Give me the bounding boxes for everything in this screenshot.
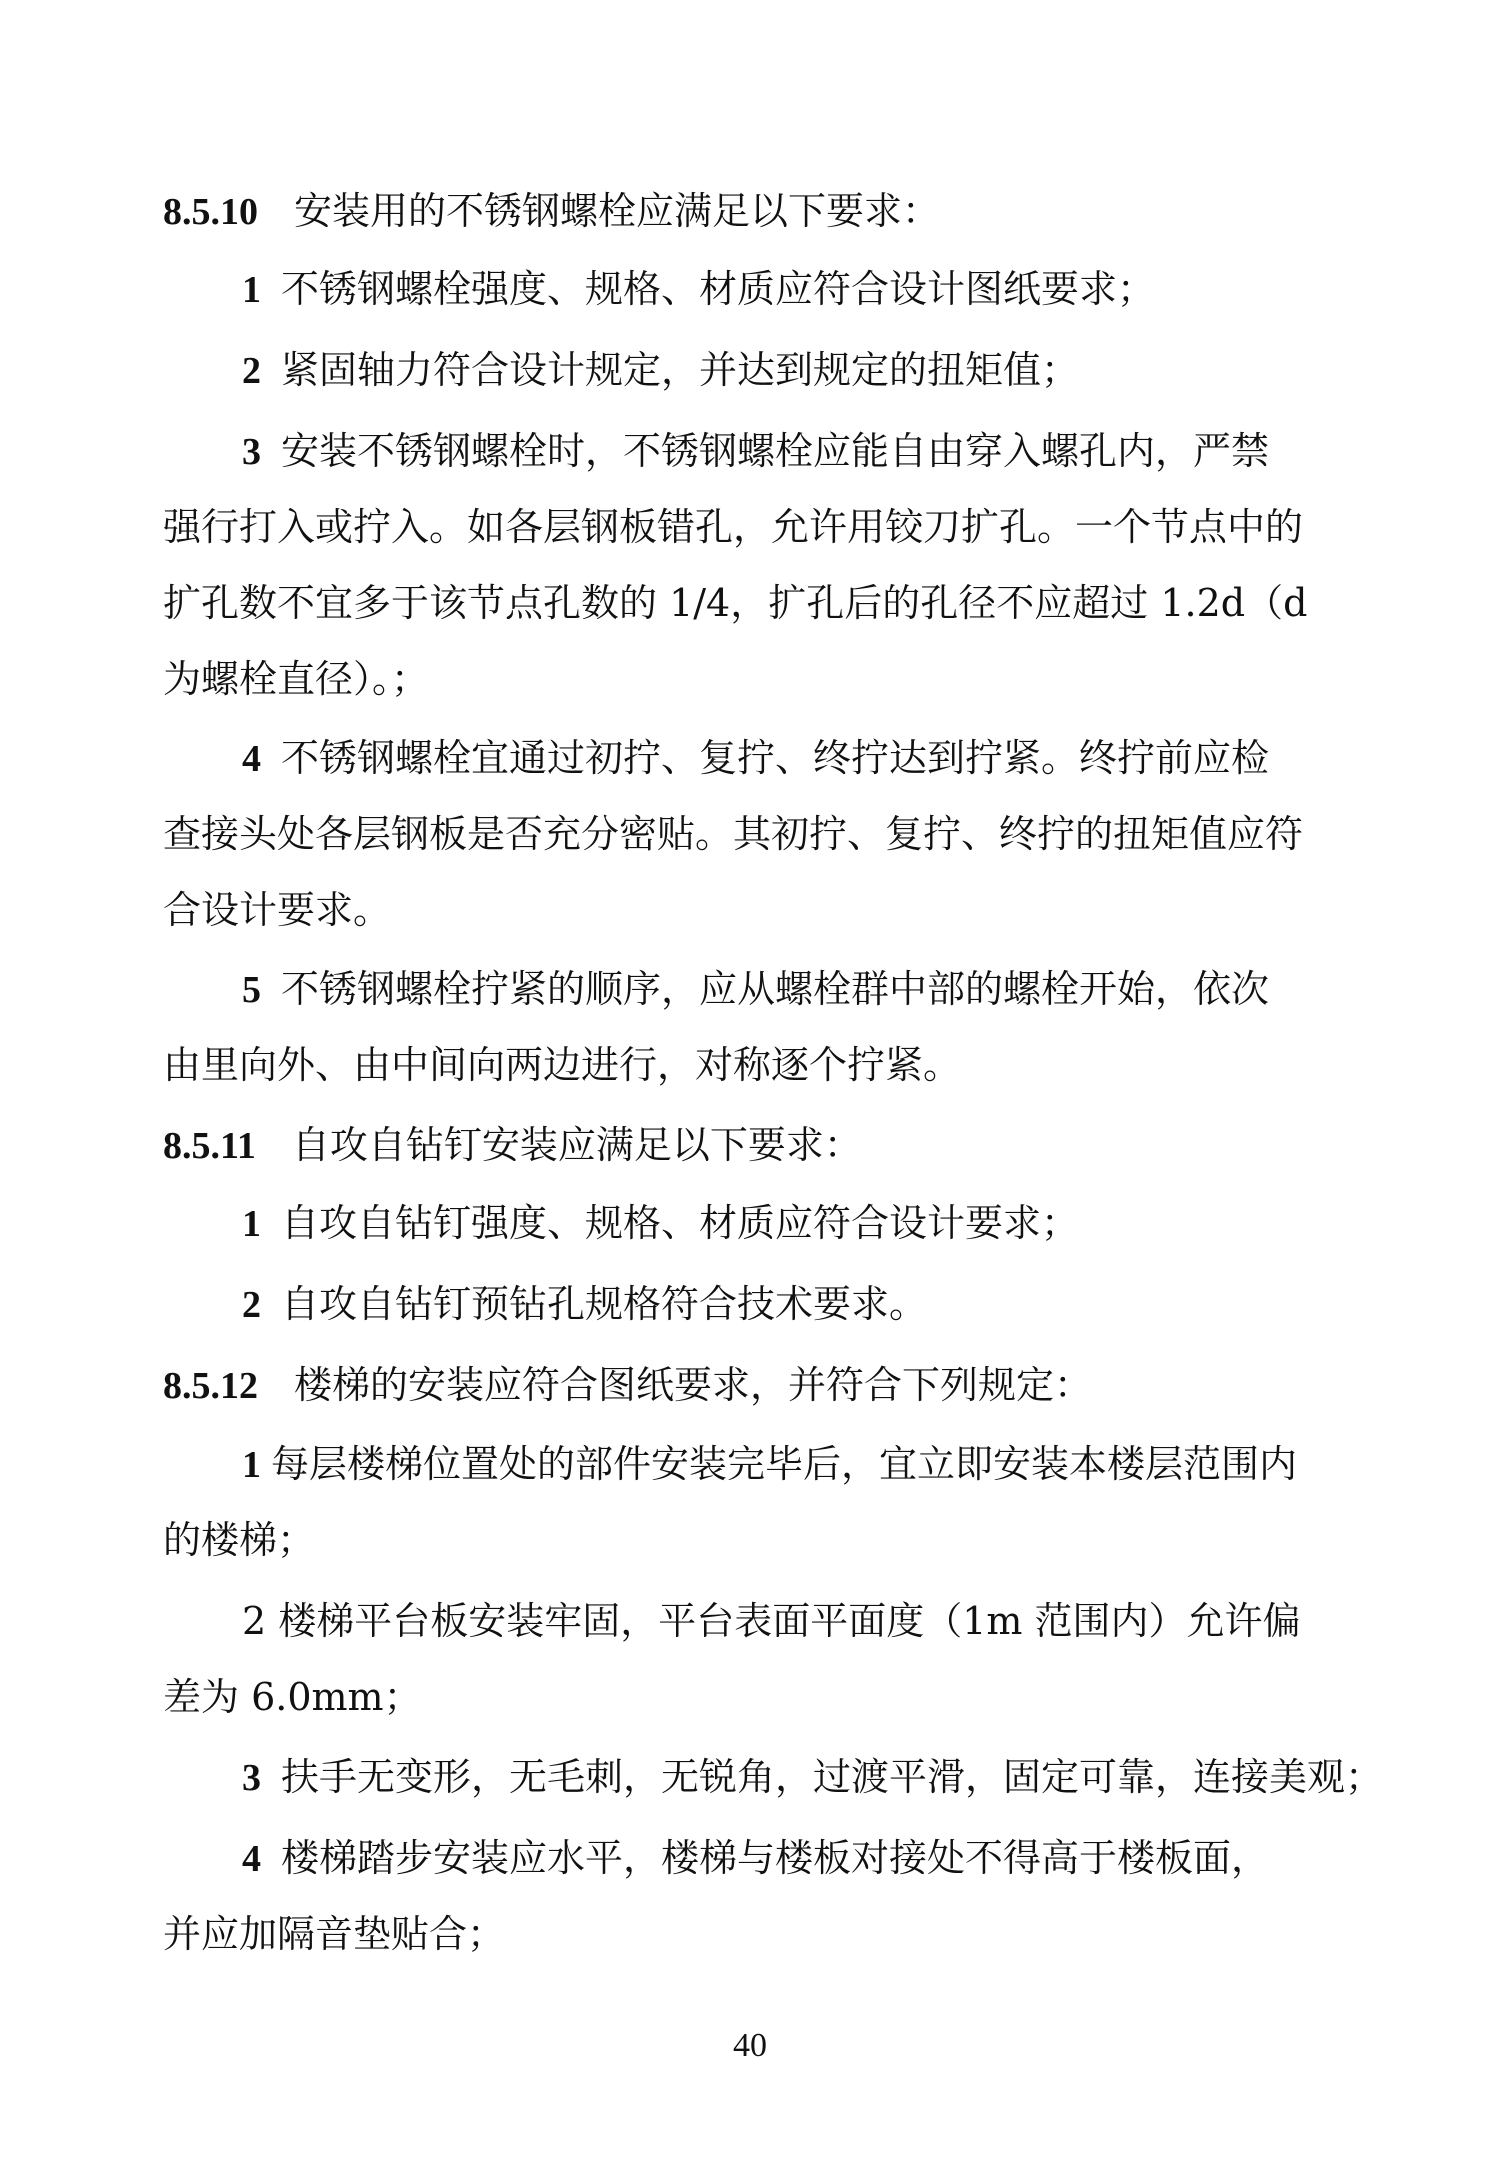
item-number: 3 <box>242 431 261 473</box>
item-number: 5 <box>242 969 261 1011</box>
section-title: 楼梯的安装应符合图纸要求，并符合下列规定： <box>294 1363 1093 1407</box>
paragraph-line: 并应加隔音垫贴合； <box>163 1912 506 1956</box>
item-text: 2 楼梯平台板安装牢固，平台表面平面度（1m 范围内）允许偏 <box>242 1599 1301 1643</box>
list-item <box>242 1198 1079 1249</box>
list-item <box>242 1279 927 1330</box>
paragraph-line: 合设计要求。 <box>163 888 392 932</box>
item-text: 不锈钢螺栓强度、规格、材质应符合设计图纸要求； <box>281 267 1156 311</box>
item-text: 不锈钢螺栓拧紧的顺序，应从螺栓群中部的螺栓开始，依次 <box>281 967 1270 1011</box>
item-number: 4 <box>242 1838 261 1880</box>
paragraph-line: 强行打入或拧入。如各层钢板错孔，允许用铰刀扩孔。一个节点中的 <box>163 505 1304 549</box>
page-number: 40 <box>733 2027 767 2064</box>
list-item <box>242 1752 1383 1803</box>
item-text: 不锈钢螺栓宜通过初拧、复拧、终拧达到拧紧。终拧前应检 <box>281 736 1270 780</box>
list-item <box>242 964 1269 1015</box>
paragraph-line: 的楼梯； <box>163 1518 316 1562</box>
list-item <box>242 733 1269 784</box>
section-title: 自攻自钻钉安装应满足以下要求： <box>291 1123 862 1167</box>
list-item <box>242 1596 1301 1646</box>
item-text: 紧固轴力符合设计规定，并达到规定的扭矩值； <box>281 348 1080 392</box>
item-text: 楼梯踏步安装应水平，楼梯与楼板对接处不得高于楼板面， <box>281 1836 1270 1880</box>
list-item <box>242 426 1269 477</box>
list-item <box>242 1833 1269 1884</box>
paragraph-line: 差为 6.0mm； <box>163 1675 422 1719</box>
paragraph-line: 由里向外、由中间向两边进行，对称逐个拧紧。 <box>163 1043 962 1087</box>
paragraph-line: 扩孔数不宜多于该节点孔数的 1/4，扩孔后的孔径不应超过 1.2d（d <box>163 581 1308 625</box>
section-title: 安装用的不锈钢螺栓应满足以下要求： <box>294 189 941 233</box>
item-text: 自攻自钻钉预钻孔规格符合技术要求。 <box>281 1282 928 1326</box>
item-number: 3 <box>242 1757 261 1799</box>
item-number: 1 <box>242 1203 261 1245</box>
item-number: 1 <box>242 1444 261 1486</box>
section-number: 8.5.11 <box>163 1125 256 1167</box>
item-number: 2 <box>242 1284 261 1326</box>
item-number: 2 <box>242 350 261 392</box>
list-item <box>242 345 1079 396</box>
item-number: 4 <box>242 738 261 780</box>
section-heading-8-5-12 <box>163 1360 1092 1411</box>
item-text: 自攻自钻钉强度、规格、材质应符合设计要求； <box>281 1201 1080 1245</box>
item-number: 1 <box>242 269 261 311</box>
item-text: 安装不锈钢螺栓时，不锈钢螺栓应能自由穿入螺孔内，严禁 <box>281 429 1270 473</box>
section-number: 8.5.12 <box>163 1365 258 1407</box>
list-item <box>242 264 1155 315</box>
section-heading-8-5-11 <box>163 1120 862 1171</box>
paragraph-line: 为螺栓直径）。； <box>163 657 430 701</box>
item-text: 每层楼梯位置处的部件安装完毕后，宜立即安装本楼层范围内 <box>271 1442 1298 1486</box>
section-heading-8-5-10 <box>163 186 940 237</box>
list-item <box>242 1439 1297 1490</box>
paragraph-line: 查接头处各层钢板是否充分密贴。其初拧、复拧、终拧的扭矩值应符 <box>163 812 1304 856</box>
section-number: 8.5.10 <box>163 191 258 233</box>
item-text: 扶手无变形，无毛刺，无锐角，过渡平滑，固定可靠，连接美观； <box>281 1755 1384 1799</box>
